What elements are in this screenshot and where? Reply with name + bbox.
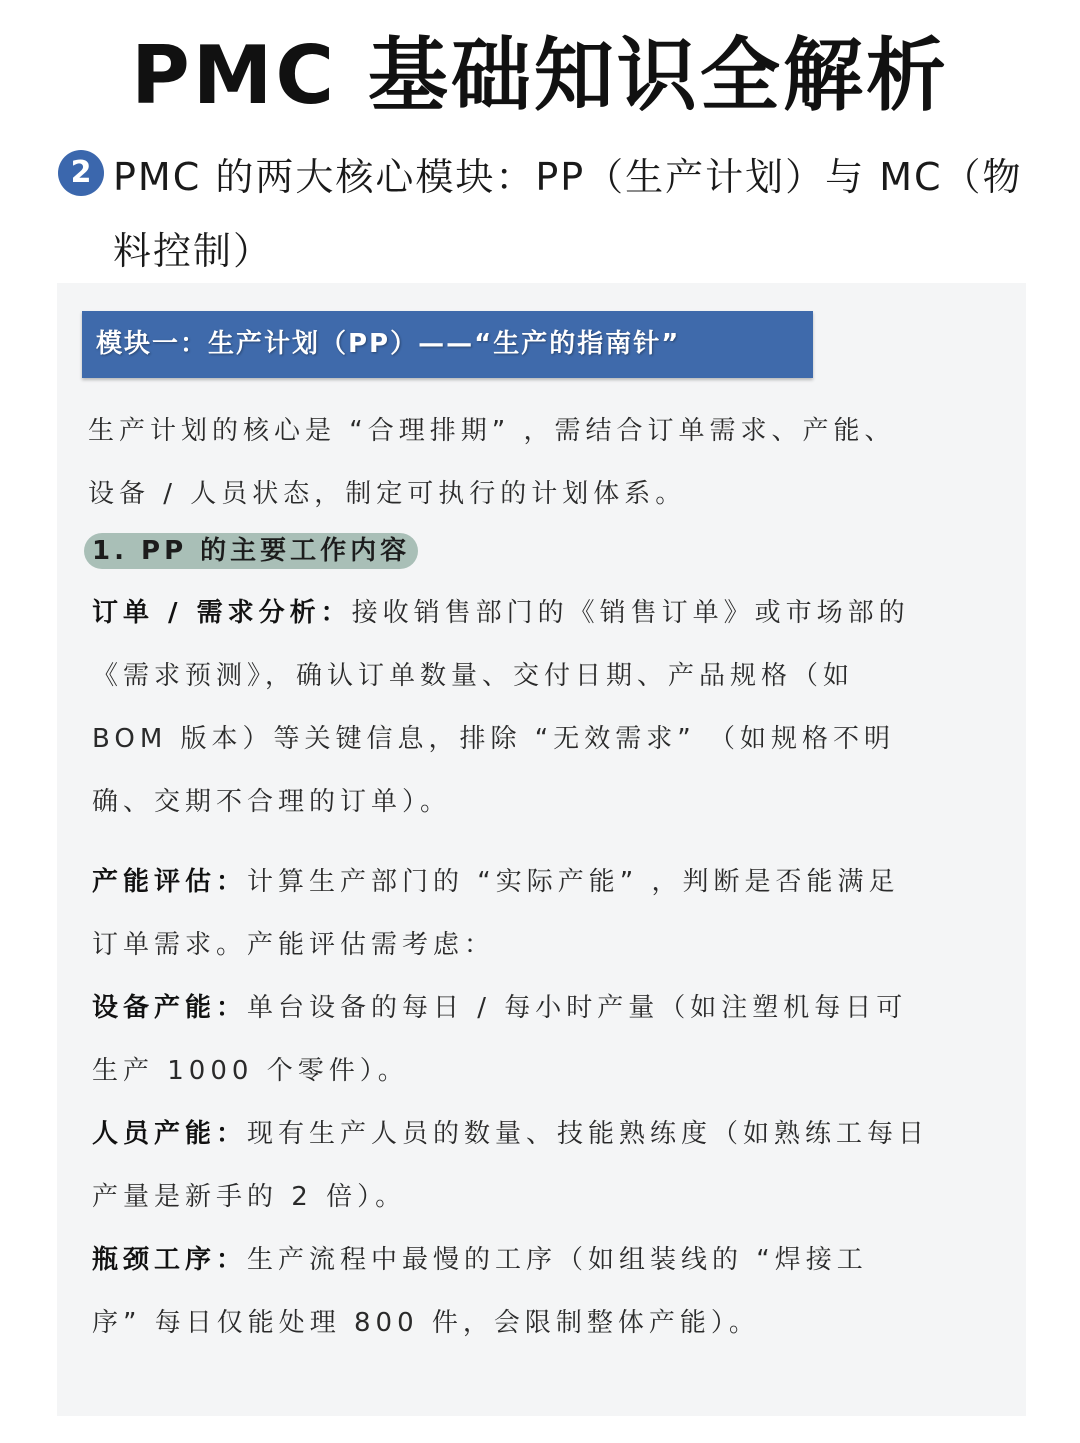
item-text: 现有生产人员的数量、技能熟练度（如熟练工每日 — [247, 1119, 930, 1149]
subheading-badge: 1. PP 的主要工作内容 — [84, 533, 418, 569]
item-text: 计算生产部门的 “实际产能” ，判断是否能满足 — [247, 867, 900, 897]
item-line: 确、交期不合理的订单）。 — [92, 787, 452, 817]
item-equipment-capacity — [92, 977, 1007, 1103]
item-line — [92, 1229, 1007, 1292]
item-line — [92, 1103, 1007, 1166]
item-line: 《需求预测》，确认订单数量、交付日期、产品规格（如 — [92, 661, 855, 691]
item-label: 产能评估： — [92, 867, 248, 897]
item-text: 生产流程中最慢的工序（如组装线的 “焊接工 — [247, 1245, 868, 1275]
item-bottleneck-process — [92, 1229, 1007, 1355]
module-banner: 模块一：生产计划（PP）——“生产的指南针” — [82, 311, 813, 378]
section-title-line: 料控制） — [113, 229, 274, 273]
section-title-line: PMC 的两大核心模块：PP（生产计划）与 MC（物 — [113, 155, 1023, 199]
item-line: 订单需求。产能评估需考虑： — [92, 930, 496, 960]
item-line: 产量是新手的 2 倍）。 — [92, 1182, 407, 1212]
item-line: 生产 1000 个零件）。 — [92, 1056, 409, 1086]
item-label: 瓶颈工序： — [92, 1245, 248, 1275]
intro-line: 生产计划的核心是 “合理排期” ，需结合订单需求、产能、 — [88, 416, 896, 446]
item-line — [92, 851, 1007, 914]
item-text: 单台设备的每日 / 每小时产量（如注塑机每日可 — [247, 993, 908, 1023]
item-order-analysis — [92, 582, 1007, 834]
item-label: 人员产能： — [92, 1119, 248, 1149]
intro-paragraph — [88, 400, 998, 526]
content-panel — [57, 283, 1026, 1416]
item-line: BOM 版本）等关键信息，排除 “无效需求” （如规格不明 — [92, 724, 896, 754]
item-line — [92, 582, 1007, 645]
item-line — [92, 977, 1007, 1040]
item-staff-capacity — [92, 1103, 1007, 1229]
section-title — [113, 140, 1048, 288]
item-label: 设备产能： — [92, 993, 248, 1023]
item-label: 订单 / 需求分析： — [92, 598, 352, 628]
section-header — [58, 140, 1048, 288]
item-capacity-evaluation — [92, 851, 1007, 977]
item-text: 接收销售部门的《销售订单》或市场部的 — [351, 598, 910, 628]
section-number-badge: 2 — [58, 150, 104, 196]
page-title: PMC 基础知识全解析 — [131, 29, 949, 122]
intro-line: 设备 / 人员状态，制定可执行的计划体系。 — [88, 479, 687, 509]
item-line: 序” 每日仅能处理 800 件，会限制整体产能）。 — [92, 1308, 760, 1338]
